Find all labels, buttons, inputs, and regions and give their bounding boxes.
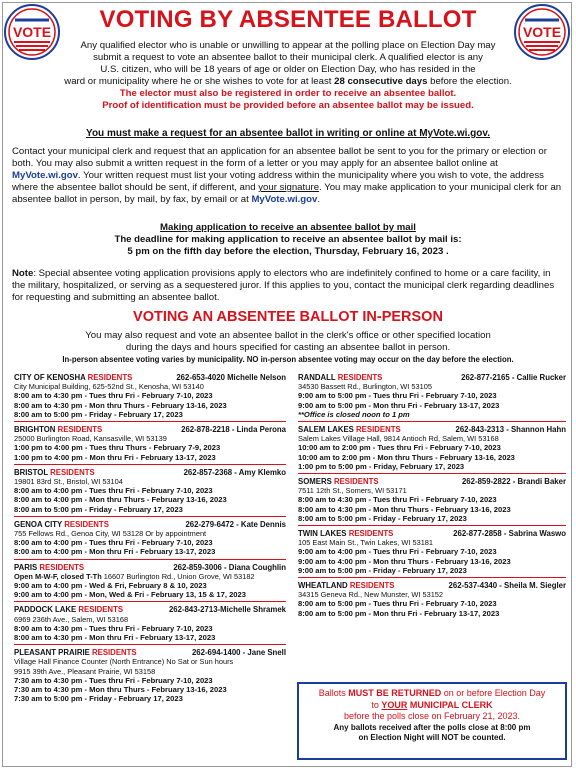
return-line: before the polls close on February 21, 2023. [343,711,521,721]
clerk-contact: 262-653-4020 Michelle Nelson [176,373,286,382]
hours-line: 9:00 am to 5:00 pm - Friday - February 17, 2023 [298,565,467,575]
entry-header [14,648,286,657]
municipality-entry [14,468,286,517]
return-line: Ballots MUST BE RETURNED on or before Election Day [318,688,546,698]
return-warning: on Election Night will NOT be counted. [358,732,506,742]
municipality-name: GENOA CITY RESIDENTS [14,519,109,529]
clerk-address: 34530 Bassett Rd., Burlington, WI 53105 [298,382,432,392]
clerk-address: 9915 39th Ave., Pleasant Prairie, WI 53158 [14,666,156,676]
municipality-entry [14,605,286,645]
clerk-address: City Municipal Building, 625-52nd St., Kenosha, WI 53140 [14,382,204,392]
hours-line: 10:00 am to 2:00 pm - Tues thru Fri - February 7-10, 2023 [298,443,501,453]
clerk-address: 7511 12th St., Somers, WI 53171 [298,486,407,496]
hours-line: 9:00 am to 4:00 pm - Tues thru Fri - February 7-10, 2023 [298,547,497,557]
municipality-name: RANDALL RESIDENTS [298,373,383,382]
hours-line: 9:00 am to 5:00 pm - Tues thru Fri - February 7-10, 2023 [298,391,497,401]
myvote-link[interactable]: MyVote.wi.gov [12,170,78,181]
municipality-name: PADDOCK LAKE RESIDENTS [14,605,124,615]
entry-header [14,520,286,529]
clerk-address: Village Hall Finance Counter (North Entrance) No Sat or Sun hours [14,657,234,667]
hours-line: 8:00 am to 5:00 pm - Friday - February 17, 2023 [14,504,183,514]
entry-header [298,581,566,590]
entry-header [14,605,286,614]
entry-header [14,373,286,382]
clerk-contact: 262-859-2822 - Brandi Baker [461,477,566,487]
municipality-entry [14,648,286,705]
clerk-contact: 262-878-2218 - Linda Perona [181,425,286,435]
clerk-contact: 262-877-2858 - Sabrina Waswo [453,529,566,539]
hours-line: 10:00 am to 2:00 pm - Mon thru Thurs - February 13-16, 2023 [298,452,515,462]
municipality-name: WHEATLAND RESIDENTS [298,581,395,591]
clerk-address: 25000 Burlington Road, Kansasville, WI 53139 [14,434,167,444]
hours-line: 9:00 am to 5:00 pm - Mon thru Fri - February 13-17, 2023 [298,400,500,410]
return-warning: Any ballots received after the polls close at 8:00 pm [333,722,531,732]
clerk-address: 6969 236th Ave., Salem, WI 53168 [14,614,129,624]
hours-line: 7:30 am to 5:00 pm - Friday - February 17, 2023 [14,694,183,704]
note-paragraph: Note: Special absentee voting application provisions apply to electors who are indefinitely confined to home or a care facility, in the military, hospitalized, or serving as a sequestered juror. If this applies to you, contact the municipal clerk regarding deadlines for requesting and submitting an absentee ballot. [12,268,555,303]
hours-line: 8:00 am to 4:30 pm - Tues thru Fri - February 7-10, 2023 [298,495,497,505]
intro-line: submit a request to vote an absentee ballot to their municipal clerk. A qualified elector is any [93,52,483,63]
municipality-entry [298,425,566,474]
page-title: VOTING BY ABSENTEE BALLOT [99,6,477,33]
hours-line: 9:00 am to 4:00 pm - Mon, Wed & Fri - February 13, 15 & 17, 2023 [14,590,246,600]
right-column [298,373,566,623]
clerk-contact: 262-537-4340 - Sheila M. Siegler [448,581,566,591]
clerk-contact: 262-694-1400 - Jane Snell [191,648,286,658]
inperson-heading: VOTING AN ABSENTEE BALLOT IN-PERSON [133,309,443,325]
hours-line: 8:00 am to 4:00 pm - Tues thru Fri - February 7-10, 2023 [14,486,213,496]
hours-note: **Office is closed noon to 1 pm [298,409,410,419]
clerk-contact: 262-843-2713-Michelle Shramek [168,605,286,615]
clerk-contact: 262-279-6472 - Kate Dennis [185,519,286,529]
municipality-entry [14,425,286,465]
contact-paragraph: Contact your municipal clerk and request that an application for an absentee ballot be sent to you for the primary or election or both. You may also submit a written request in the form of a letter or you may apply for an absentee ballot online at MyVote.wi.gov. Your written request must list your voting address within the municipality where you wish to vote, the address where the absentee ballot should be sent, if different, and your signature. You may make application to your municipal clerk for an absentee ballot in person, by mail, by fax, by email or at MyVote.wi.gov. [12,146,562,205]
clerk-address: Open M-W-F, closed T-Th 16607 Burlington Rd., Union Grove, WI 53182 [14,571,255,581]
municipality-entry [298,373,566,422]
myvote-link[interactable]: MyVote.wi.gov [251,194,318,205]
entry-header [14,425,286,434]
hours-line: 8:00 am to 4:00 pm - Mon thru Thurs - February 13-16, 2023 [14,495,227,505]
clerk-address: 19801 83rd St., Bristol, WI 53104 [14,477,123,487]
mail-deadline-date: 5 pm on the fifth day before the election, Thursday, February 16, 2023 . [127,246,449,257]
hours-line: 8:00 am to 4:30 pm - Mon thru Thurs - February 13-16, 2023 [14,400,227,410]
municipality-name: BRISTOL RESIDENTS [14,467,95,477]
intro-line: U.S. citizen, who will be 18 years of age or older on Election Day, who has resided in the [100,64,476,75]
inperson-note: In-person absentee voting varies by municipality. NO in-person absentee voting may occur on the day before the election. [62,355,514,364]
id-notice: Proof of identification must be provided before an absentee ballot may be issued. [102,100,474,111]
request-heading: You must make a request for an absentee ballot in writing or online at MyVote.wi.gov. [86,128,490,139]
mail-deadline-line: The deadline for making application to receive an absentee ballot by mail is: [114,234,462,245]
mail-section [10,222,566,258]
entry-header [298,425,566,434]
entry-header [14,563,286,572]
municipality-name: BRIGHTON RESIDENTS [14,425,103,435]
clerk-address: 34315 Geneva Rd., New Munster, WI 53152 [298,590,444,600]
intro-line: Any qualified elector who is unable or unwilling to appear at the polling place on Election Day may [80,40,496,51]
left-column [14,373,286,709]
hours-line: 8:00 am to 5:00 pm - Friday - February 17, 2023 [298,513,467,523]
seal-text: VOTE [12,24,52,40]
hours-line: 1:00 pm to 4:00 pm - Tues thru Thurs - February 7-9, 2023 [14,443,221,453]
hours-line: 8:00 am to 4:30 pm - Tues thru Fri - February 7-10, 2023 [14,623,213,633]
clerk-contact: 262-859-3006 - Diana Coughlin [173,562,286,572]
entry-header [298,477,566,486]
municipality-entry [298,529,566,578]
return-line: to YOUR MUNICIPAL CLERK [371,699,493,710]
hours-line: 1:00 pm to 4:00 pm - Mon thru Fri - February 13-17, 2023 [14,452,216,462]
return-box [297,682,567,760]
hours-line: 8:00 am to 4:30 pm - Mon thru Fri - February 13-17, 2023 [14,633,216,643]
clerk-contact: 262-843-2313 - Shannon Hahn [455,425,566,435]
hours-line: 8:00 am to 5:00 pm - Tues thru Fri - February 7-10, 2023 [298,599,497,609]
clerk-contact: 262-877-2165 - Callie Rucker [461,373,566,382]
hours-line: 8:00 am to 4:30 pm - Mon thru Thurs - February 13-16, 2023 [298,504,511,514]
clerk-address: Salem Lakes Village Hall, 9814 Antioch Rd, Salem, WI 53168 [298,434,499,444]
municipality-entry [14,520,286,560]
clerk-address: 105 East Main St., Twin Lakes, WI 53181 [298,538,434,548]
hours-line: 8:00 am to 5:00 pm - Mon thru Fri - February 13-17, 2023 [298,608,500,618]
municipality-entry [14,563,286,603]
inperson-line: You may also request and vote an absentee ballot in the clerk's office or other specified location [85,330,491,341]
municipality-name: SOMERS RESIDENTS [298,477,379,487]
registration-notice: The elector must also be registered in order to receive an absentee ballot. [119,88,457,99]
hours-line: 8:00 am to 4:00 pm - Mon thru Fri - February 13-17, 2023 [14,547,216,557]
hours-line: 9:00 am to 4:00 pm - Mon thru Thurs - February 13-16, 2023 [298,556,511,566]
inperson-intro [10,330,566,366]
municipality-name: TWIN LAKES RESIDENTS [298,529,394,539]
seal-text: VOTE [522,24,562,40]
municipality-name: CITY OF KENOSHA RESIDENTS [14,373,133,382]
entry-header [298,529,566,538]
municipality-name: SALEM LAKES RESIDENTS [298,425,401,435]
municipality-name: PLEASANT PRAIRIE RESIDENTS [14,648,137,658]
hours-line: 1:00 pm to 5:00 pm - Friday, February 17, 2023 [298,461,465,471]
entry-header [298,373,566,382]
intro-block [62,40,514,112]
entry-header [14,468,286,477]
hours-line: 8:00 am to 4:00 pm - Tues thru Fri - February 7-10, 2023 [14,538,213,548]
inperson-line: during the days and hours specified for casting an absentee ballot in person. [125,342,451,353]
hours-line: 8:00 am to 4:30 pm - Tues thru Fri - February 7-10, 2023 [14,391,213,401]
hours-line: 9:00 am to 4:00 pm - Wed & Fri, February 8 & 10, 2023 [14,581,207,591]
hours-line: 7:30 am to 4:30 pm - Tues thru Fri - February 7-10, 2023 [14,675,213,685]
hours-line: 8:00 am to 5:00 pm - Friday - February 17, 2023 [14,409,183,419]
municipality-entry [14,373,286,422]
intro-line: ward or municipality where he or she wishes to vote for at least 28 consecutive days before the election. [64,76,512,87]
clerk-contact: 262-857-2368 - Amy Klemko [183,467,286,477]
mail-heading: Making application to receive an absentee ballot by mail [160,222,416,233]
municipality-entry [298,581,566,620]
municipality-entry [298,477,566,526]
municipality-name: PARIS RESIDENTS [14,562,85,572]
clerk-address: 755 Fellows Rd., Genoa City, WI 53128 Or by appointment [14,529,207,539]
hours-line: 7:30 am to 4:30 pm - Mon thru Thurs - February 13-16, 2023 [14,685,227,695]
